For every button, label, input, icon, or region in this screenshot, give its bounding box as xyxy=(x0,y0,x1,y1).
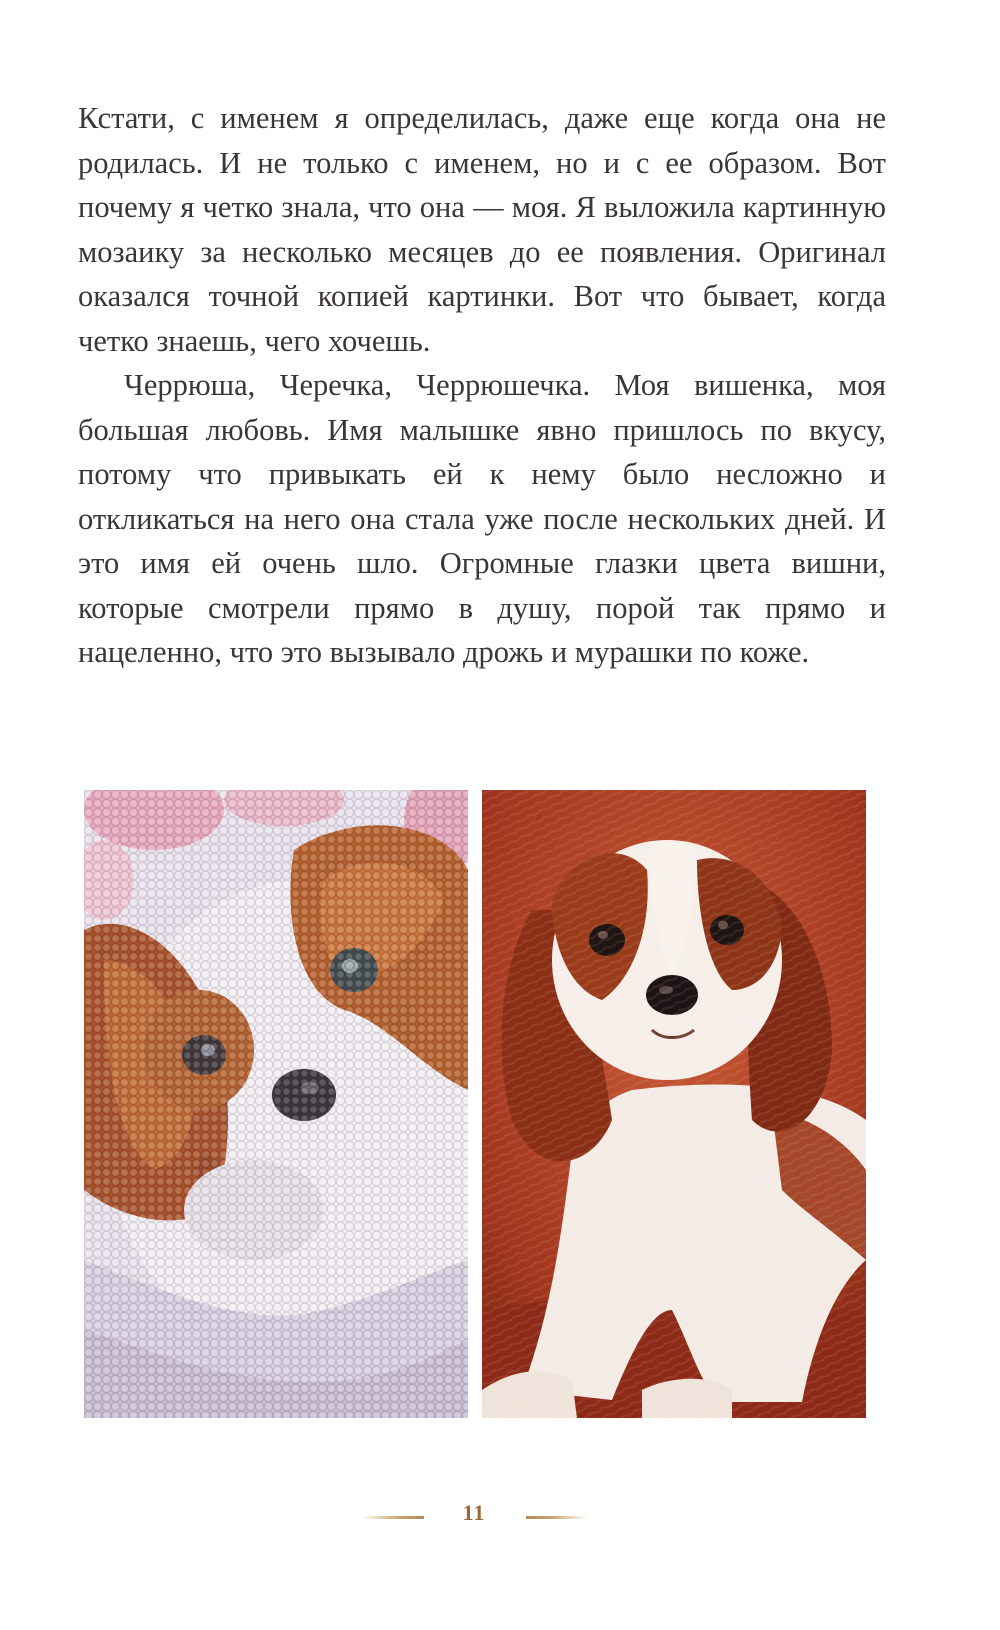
paragraph: Черрюша, Черечка, Черрюшечка. Моя вишенка, моя большая любовь. Имя малышке явно пришлось по вкусу, потому что привыкать ей к нему было несложно и откликаться на него она стала уже после нескольких дней. И это имя ей очень шло. Огромные глазки цвета вишни, которые смотрели прямо в душу, порой так прямо и нацеленно, что это вызывало дрожь и мурашки по коже. xyxy=(78,368,886,669)
ornament-rule-right xyxy=(526,1516,588,1519)
cavalier-puppy-picture xyxy=(482,790,866,1418)
page-number: 11 xyxy=(462,1500,486,1525)
body-text xyxy=(78,96,886,675)
paragraph: Кстати, с именем я определилась, даже еще когда она не родилась. И не только с именем, но и с ее образом. Вот почему я четко знала, что она — моя. Я выложила картинную мозаику за несколько месяцев до ее появления. Оригинал оказался точной копией картинки. Вот что бывает, когда четко знаешь, чего хочешь. xyxy=(78,101,886,358)
bead-mosaic-image xyxy=(84,790,468,1418)
puppy-painting-image xyxy=(482,790,866,1418)
bead-mosaic-puppy-picture xyxy=(84,790,468,1418)
illustrations xyxy=(84,790,866,1418)
ornament-rule-left xyxy=(362,1516,424,1519)
page-footer xyxy=(0,1496,1000,1536)
